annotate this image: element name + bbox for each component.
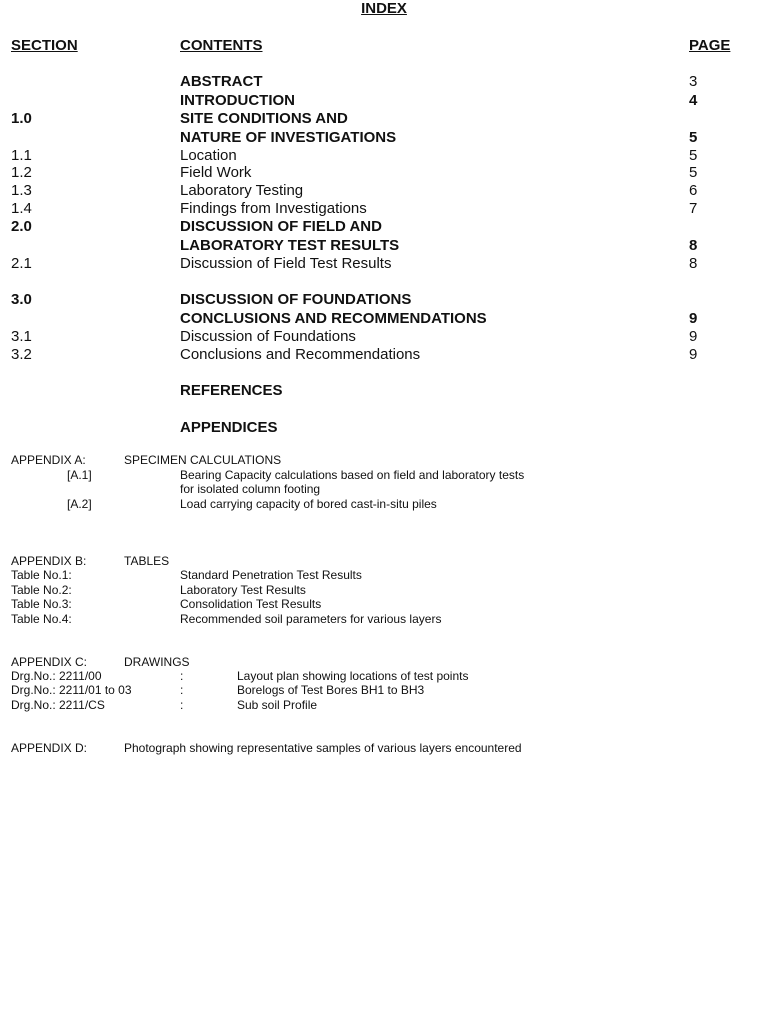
toc-row [0, 200, 768, 218]
toc-entry-text: Field Work [180, 164, 252, 181]
toc-entry-text: Discussion of Foundations [180, 328, 356, 345]
toc-entry-text: LABORATORY TEST RESULTS [180, 237, 400, 254]
toc-page-number: 7 [689, 200, 698, 217]
toc-page-number: 5 [689, 147, 698, 164]
appendix-a-title: SPECIMEN CALCULATIONS [124, 453, 282, 467]
toc-entry-text: SITE CONDITIONS AND [180, 110, 348, 127]
appendix-item-ref: Table No.4: [11, 612, 72, 626]
toc-page-number: 6 [689, 182, 698, 199]
toc-entry-text: DISCUSSION OF FIELD AND [180, 218, 382, 235]
appendix-item-ref: Table No.3: [11, 597, 72, 611]
toc-entry-text: CONCLUSIONS AND RECOMMENDATIONS [180, 310, 487, 327]
appendix-item-desc: Borelogs of Test Bores BH1 to BH3 [237, 683, 425, 697]
appendix-item-separator: : [180, 683, 184, 697]
toc-entry-text: Discussion of Field Test Results [180, 255, 392, 272]
toc-entry-text: INTRODUCTION [180, 92, 295, 109]
toc-page-number: 9 [689, 346, 698, 363]
index-title: INDEX [361, 0, 407, 17]
appendix-item-desc: Laboratory Test Results [180, 583, 306, 597]
toc-section-number: 3.1 [11, 328, 32, 345]
appendix-item-ref: Drg.No.: 2211/00 [11, 669, 102, 683]
toc-entry-text: ABSTRACT [180, 73, 263, 90]
toc-row [0, 291, 768, 309]
appendix-item-desc: Load carrying capacity of bored cast-in-situ piles [180, 497, 437, 511]
toc-section-number: 3.0 [11, 291, 32, 308]
toc-row [0, 182, 768, 200]
toc-row [0, 92, 768, 110]
toc-row [0, 310, 768, 328]
toc-entry-text: REFERENCES [180, 382, 283, 399]
toc-page-number: 3 [689, 73, 698, 90]
appendix-d-desc: Photograph showing representative samples of various layers encountered [124, 741, 522, 755]
toc-row [0, 237, 768, 255]
appendix-item-desc: Standard Penetration Test Results [180, 568, 362, 582]
toc-section-number: 3.2 [11, 346, 32, 363]
appendix-item-desc: Bearing Capacity calculations based on field and laboratory tests [180, 468, 525, 482]
toc-page-number: 9 [689, 310, 698, 327]
toc-section-number: 2.0 [11, 218, 32, 235]
appendix-b-label: APPENDIX B: [11, 554, 87, 568]
toc-entry-text: Location [180, 147, 237, 164]
toc-row [0, 255, 768, 273]
appendix-item-desc: Layout plan showing locations of test points [237, 669, 469, 683]
appendix-item-desc: Recommended soil parameters for various layers [180, 612, 442, 626]
appendix-item-ref: Drg.No.: 2211/CS [11, 698, 105, 712]
toc-entry-text: NATURE OF INVESTIGATIONS [180, 129, 397, 146]
toc-page-number: 9 [689, 328, 698, 345]
toc-entry-text: Findings from Investigations [180, 200, 367, 217]
appendix-item-desc: for isolated column footing [180, 482, 321, 496]
toc-row [0, 164, 768, 182]
toc-page-number: 5 [689, 129, 698, 146]
contents-header: CONTENTS [180, 37, 263, 54]
toc-row [0, 129, 768, 147]
page-header: PAGE [689, 37, 731, 54]
toc-row [0, 73, 768, 91]
appendix-item-separator: : [180, 698, 184, 712]
toc-page-number: 8 [689, 237, 698, 254]
appendix-item-desc: Consolidation Test Results [180, 597, 322, 611]
toc-row [0, 328, 768, 346]
toc-section-number: 1.1 [11, 147, 32, 164]
appendix-c-label: APPENDIX C: [11, 655, 88, 669]
appendix-a-label: APPENDIX A: [11, 453, 86, 467]
toc-section-number: 1.0 [11, 110, 32, 127]
appendix-item-ref: [A.2] [67, 497, 92, 511]
appendix-item-desc: Sub soil Profile [237, 698, 318, 712]
toc-row [0, 110, 768, 128]
toc-section-number: 1.2 [11, 164, 32, 181]
toc-section-number: 1.3 [11, 182, 32, 199]
section-header: SECTION [11, 37, 78, 54]
appendix-c-title: DRAWINGS [124, 655, 190, 669]
toc-page-number: 5 [689, 164, 698, 181]
toc-entry-text: APPENDICES [180, 419, 278, 436]
toc-row [0, 218, 768, 236]
toc-entry-text: DISCUSSION OF FOUNDATIONS [180, 291, 412, 308]
toc-section-number: 2.1 [11, 255, 32, 272]
toc-entry-text: Laboratory Testing [180, 182, 304, 199]
toc-row [0, 147, 768, 165]
appendix-item-ref: [A.1] [67, 468, 92, 482]
appendix-b-title: TABLES [124, 554, 170, 568]
toc-row [0, 346, 768, 364]
appendix-item-ref: Drg.No.: 2211/01 to 03 [11, 683, 132, 697]
toc-row [0, 419, 768, 437]
toc-page-number: 8 [689, 255, 698, 272]
appendix-d-label: APPENDIX D: [11, 741, 88, 755]
toc-section-number: 1.4 [11, 200, 32, 217]
toc-row [0, 382, 768, 400]
toc-entry-text: Conclusions and Recommendations [180, 346, 421, 363]
appendix-item-ref: Table No.2: [11, 583, 72, 597]
toc-page-number: 4 [689, 92, 698, 109]
appendix-item-separator: : [180, 669, 184, 683]
appendix-item-ref: Table No.1: [11, 568, 72, 582]
